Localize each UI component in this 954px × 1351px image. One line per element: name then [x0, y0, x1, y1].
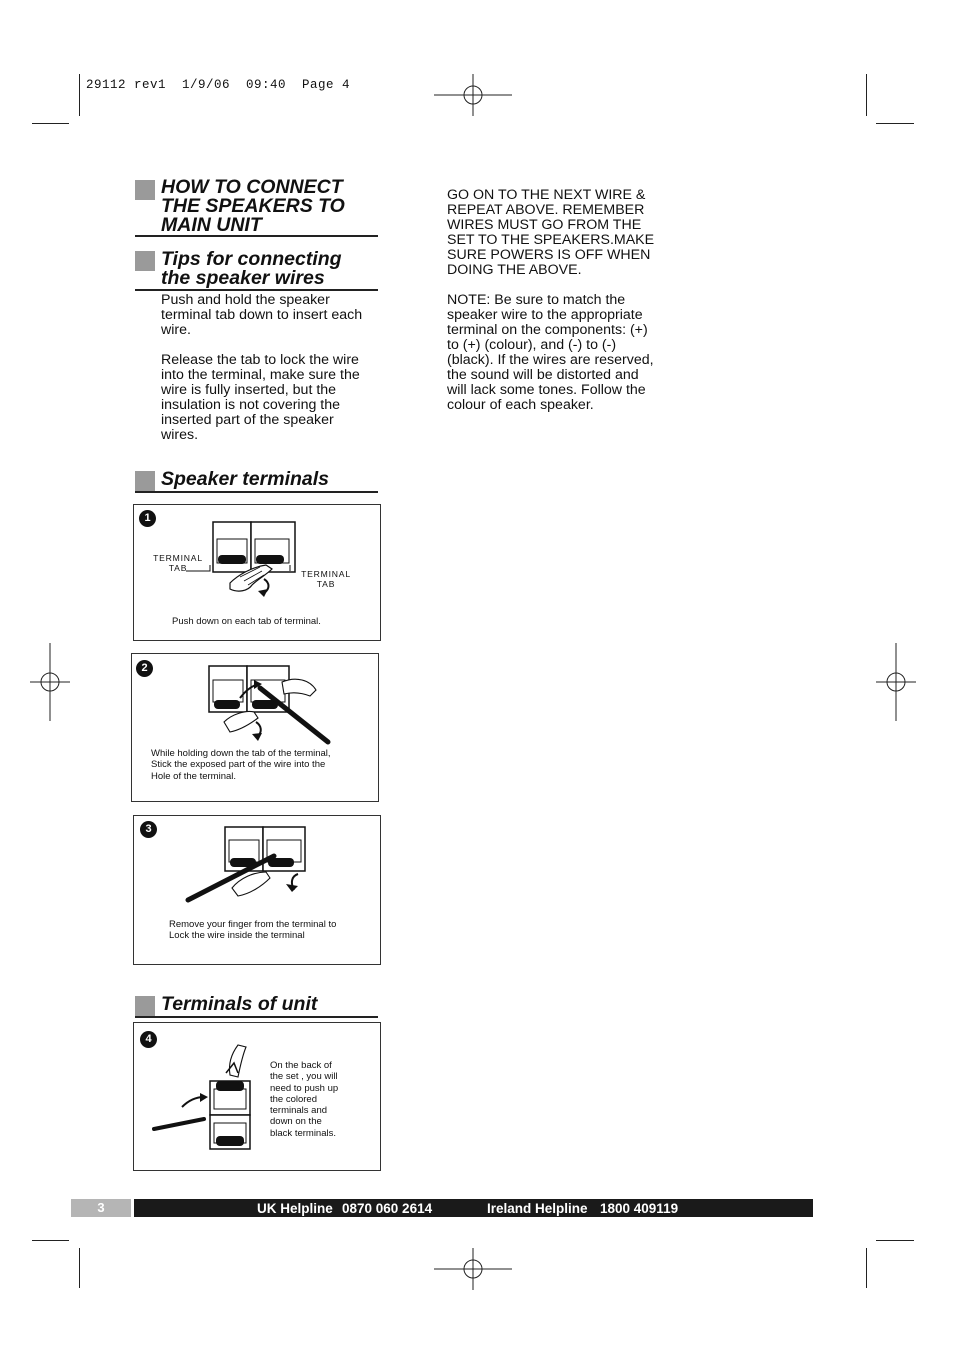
terminals-of-unit-heading: [135, 995, 378, 1018]
figure-1: [133, 504, 381, 641]
tips-paragraph-1: Push and hold the speaker terminal tab down to insert each wire.: [161, 292, 363, 338]
figure-3-caption: Remove your finger from the terminal to Lock the wire inside the terminal: [169, 919, 337, 942]
footer-bar: [134, 1199, 813, 1217]
registration-mark-left: [30, 643, 70, 721]
footer-page-number: 3: [71, 1199, 131, 1217]
print-code: 29112 rev1 1/9/06 09:40 Page 4: [86, 78, 351, 92]
footer-uk-number: 0870 060 2614: [342, 1201, 433, 1216]
figure-1-caption: Push down on each tab of terminal.: [172, 616, 321, 627]
footer-ireland-label: Ireland Helpline: [487, 1201, 588, 1216]
main-heading: [135, 178, 378, 237]
tips-heading: [135, 250, 378, 291]
footer-uk-label: UK Helpline: [257, 1201, 333, 1216]
figure-2: [131, 653, 379, 802]
registration-mark-top: [434, 74, 512, 116]
figure-3: [133, 815, 381, 965]
figure-number: 4: [140, 1031, 157, 1048]
right-paragraph-2: NOTE: Be sure to match the speaker wire to the appropriate terminal on the components: (+) to (+) (colour), and (-) to (-) (black). If the wires are reserved, the sound will be distorted and will lack some tones. Follow the colour of each speaker.: [447, 292, 654, 413]
terminal-diagram: [134, 816, 380, 964]
terminals-of-unit-heading-text: Terminals of unit: [161, 993, 318, 1015]
figure-number: 2: [136, 660, 153, 677]
figure-4: [133, 1022, 381, 1171]
terminal-tab-label-left: TERMINAL TAB: [153, 553, 203, 573]
terminal-tab-label-right: TERMINAL TAB: [301, 569, 351, 589]
right-paragraph-1: GO ON TO THE NEXT WIRE & REPEAT ABOVE. REMEMBER WIRES MUST GO FROM THE SET TO THE SPEAKERS.MAKE SURE POWERS IS OFF WHEN DOING THE ABOVE.: [447, 187, 655, 278]
tips-heading-text: Tips for connecting the speaker wires: [161, 248, 342, 289]
figure-2-caption: While holding down the tab of the terminal, Stick the exposed part of the wire into the Hole of the terminal.: [151, 748, 331, 782]
figure-number: 1: [139, 510, 156, 527]
speaker-terminals-heading: [135, 470, 378, 493]
speaker-terminals-heading-text: Speaker terminals: [161, 468, 330, 490]
main-heading-text: HOW TO CONNECT THE SPEAKERS TO MAIN UNIT: [161, 176, 345, 236]
figure-number: 3: [140, 821, 157, 838]
footer-ireland-number: 1800 409119: [600, 1201, 679, 1216]
registration-mark-bottom: [434, 1248, 512, 1290]
registration-mark-right: [876, 643, 916, 721]
unit-terminal-diagram: [134, 1023, 380, 1170]
figure-4-caption: On the back of the set , you will need to push up the colored terminals and down on the black terminals.: [270, 1060, 339, 1139]
tips-paragraph-2: Release the tab to lock the wire into the terminal, make sure the wire is fully inserted, but the insulation is not covering the inserted part of the speaker wires.: [161, 352, 360, 443]
